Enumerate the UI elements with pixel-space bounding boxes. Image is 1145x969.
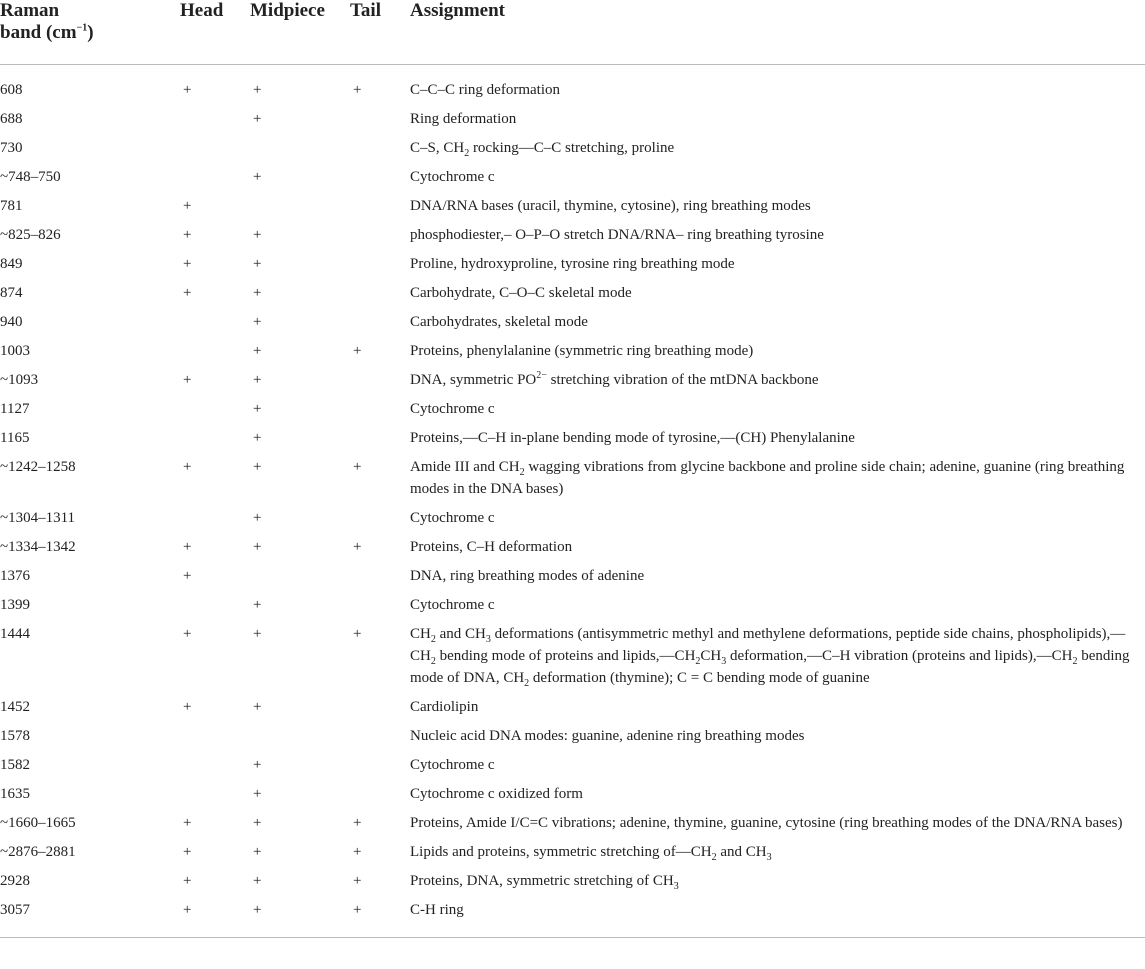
- table-row: [0, 337, 1145, 366]
- cell-assignment: Cytochrome c: [410, 169, 495, 185]
- table-row: [0, 751, 1145, 780]
- cell-assignment: [410, 838, 1145, 867]
- cell-midpiece: +: [253, 430, 262, 446]
- assignment-segment: 3: [721, 656, 727, 667]
- cell-tail: [350, 192, 410, 221]
- cell-raman-band: 688: [0, 111, 23, 127]
- cell-head: +: [183, 372, 192, 388]
- cell-tail: +: [353, 626, 362, 642]
- cell-raman-band: 874: [0, 285, 23, 301]
- table-row: [0, 453, 1145, 504]
- assignment-segment: 2: [711, 852, 717, 863]
- table-row: [0, 163, 1145, 192]
- cell-raman-band: 1578: [0, 728, 30, 744]
- cell-tail: [350, 424, 410, 453]
- assignment-segment: deformations (antisymmetric methyl and methylene deformations, peptide side chains, phospholipids),—CH: [410, 626, 1126, 664]
- cell-head: +: [183, 539, 192, 555]
- header-band-unit-text: band (cm: [0, 22, 77, 43]
- cell-raman-band: 1127: [0, 401, 30, 417]
- cell-raman-band: 1376: [0, 568, 30, 584]
- cell-assignment: [410, 134, 1145, 163]
- cell-midpiece: [250, 722, 350, 751]
- cell-midpiece: +: [253, 510, 262, 526]
- cell-tail: [350, 221, 410, 250]
- cell-midpiece: +: [253, 256, 262, 272]
- cell-assignment: Proteins, phenylalanine (symmetric ring breathing mode): [410, 343, 754, 359]
- assignment-segment: and CH: [716, 844, 767, 860]
- assignment-segment: 3: [766, 852, 772, 863]
- cell-tail: +: [353, 815, 362, 831]
- cell-raman-band: ~1242–1258: [0, 459, 76, 475]
- cell-midpiece: +: [253, 539, 262, 555]
- cell-head: [180, 337, 250, 366]
- cell-head: [180, 163, 250, 192]
- cell-midpiece: +: [253, 314, 262, 330]
- assignment-segment: C–S, CH: [410, 140, 465, 156]
- table-row: [0, 693, 1145, 722]
- cell-raman-band: 608: [0, 82, 23, 98]
- assignment-segment: Amide III and CH: [410, 459, 520, 475]
- assignment-segment: 3: [485, 634, 491, 645]
- cell-assignment: Cytochrome c: [410, 510, 495, 526]
- cell-head: +: [183, 256, 192, 272]
- cell-tail: [350, 780, 410, 809]
- cell-assignment: Cytochrome c: [410, 597, 495, 613]
- cell-tail: [350, 366, 410, 395]
- cell-head: +: [183, 198, 192, 214]
- cell-assignment: Proteins,—C–H in-plane bending mode of tyrosine,—(CH) Phenylalanine: [410, 430, 855, 446]
- cell-raman-band: 1582: [0, 757, 30, 773]
- cell-midpiece: [250, 134, 350, 163]
- cell-midpiece: +: [253, 111, 262, 127]
- cell-midpiece: +: [253, 343, 262, 359]
- cell-assignment: [410, 867, 1145, 896]
- header-band-unit-close: ): [87, 22, 94, 43]
- cell-assignment: Cytochrome c: [410, 401, 495, 417]
- assignment-segment: stretching vibration of the mtDNA backbone: [546, 372, 819, 388]
- cell-tail: [350, 250, 410, 279]
- cell-midpiece: +: [253, 815, 262, 831]
- cell-tail: [350, 591, 410, 620]
- cell-head: +: [183, 459, 192, 475]
- cell-assignment: Carbohydrate, C–O–C skeletal mode: [410, 285, 632, 301]
- cell-midpiece: +: [250, 896, 350, 938]
- cell-assignment: C-H ring: [410, 896, 1145, 938]
- cell-raman-band: 1399: [0, 597, 30, 613]
- header-raman-band: [0, 0, 180, 65]
- cell-assignment: phosphodiester,– O–P–O stretch DNA/RNA– ring breathing tyrosine: [410, 227, 824, 243]
- cell-raman-band: 1444: [0, 626, 30, 642]
- cell-tail: +: [353, 459, 362, 475]
- assignment-segment: 2: [1072, 656, 1078, 667]
- cell-head: +: [183, 568, 192, 584]
- cell-midpiece: +: [253, 844, 262, 860]
- assignment-segment: 2: [524, 678, 530, 689]
- cell-head: [180, 591, 250, 620]
- cell-midpiece: +: [253, 82, 262, 98]
- cell-tail: [350, 751, 410, 780]
- cell-tail: +: [353, 873, 362, 889]
- cell-midpiece: +: [253, 285, 262, 301]
- table-row: [0, 424, 1145, 453]
- cell-raman-band: 781: [0, 198, 23, 214]
- table-row: [0, 366, 1145, 395]
- cell-midpiece: +: [253, 372, 262, 388]
- cell-head: [180, 308, 250, 337]
- cell-tail: [350, 105, 410, 134]
- cell-raman-band: 1003: [0, 343, 30, 359]
- table-row: [0, 838, 1145, 867]
- table-row: [0, 65, 1145, 106]
- header-assignment: Assignment: [410, 0, 1145, 65]
- cell-tail: [350, 504, 410, 533]
- cell-assignment: Proteins, C–H deformation: [410, 539, 573, 555]
- cell-midpiece: +: [253, 626, 262, 642]
- cell-midpiece: +: [253, 873, 262, 889]
- table-row: [0, 221, 1145, 250]
- cell-head: +: [183, 844, 192, 860]
- cell-head: +: [183, 285, 192, 301]
- cell-assignment: [410, 620, 1145, 693]
- assignment-segment: CH: [410, 626, 431, 642]
- cell-head: +: [183, 699, 192, 715]
- cell-raman-band: 940: [0, 314, 23, 330]
- assignment-segment: 3: [673, 881, 679, 892]
- cell-midpiece: [250, 192, 350, 221]
- assignment-segment: Proteins, DNA, symmetric stretching of CH: [410, 873, 674, 889]
- table-row: [0, 620, 1145, 693]
- cell-raman-band: ~2876–2881: [0, 844, 76, 860]
- header-midpiece: Midpiece: [250, 0, 350, 65]
- cell-tail: [350, 308, 410, 337]
- assignment-segment: 2: [519, 467, 525, 478]
- cell-raman-band: 3057: [0, 896, 180, 938]
- cell-assignment: Cytochrome c: [410, 757, 495, 773]
- table-body: [0, 65, 1145, 938]
- cell-tail: +: [353, 844, 362, 860]
- table-row: [0, 250, 1145, 279]
- table-header: [0, 0, 1145, 65]
- cell-midpiece: +: [253, 597, 262, 613]
- cell-head: [180, 134, 250, 163]
- cell-raman-band: ~825–826: [0, 227, 61, 243]
- table-row: [0, 279, 1145, 308]
- cell-assignment: Cytochrome c oxidized form: [410, 786, 583, 802]
- assignment-segment: 2: [695, 656, 701, 667]
- assignment-segment: 2: [430, 634, 436, 645]
- cell-head: +: [183, 873, 192, 889]
- cell-raman-band: 2928: [0, 873, 30, 889]
- table-row: [0, 562, 1145, 591]
- table-row: [0, 780, 1145, 809]
- cell-tail: +: [350, 896, 410, 938]
- cell-tail: [350, 163, 410, 192]
- cell-assignment: Proteins, Amide I/C=C vibrations; adenine, thymine, guanine, cytosine (ring breathing modes of the DNA/RNA bases): [410, 815, 1123, 831]
- cell-midpiece: +: [253, 786, 262, 802]
- header-band-unit-sup: −1: [76, 22, 88, 34]
- cell-head: +: [183, 815, 192, 831]
- assignment-segment: wagging vibrations from glycine backbone and proline side chain; adenine, guanine (ring breathing modes in the DNA bases): [410, 459, 1125, 497]
- cell-head: +: [180, 896, 250, 938]
- cell-raman-band: 730: [0, 140, 23, 156]
- cell-raman-band: 1165: [0, 430, 30, 446]
- table-row: [0, 105, 1145, 134]
- cell-assignment: Proline, hydroxyproline, tyrosine ring breathing mode: [410, 256, 735, 272]
- cell-tail: +: [353, 539, 362, 555]
- header-raman-band-line1: Raman: [0, 0, 60, 21]
- cell-head: [180, 105, 250, 134]
- cell-head: [180, 722, 250, 751]
- assignment-segment: rocking—C–C stretching, proline: [469, 140, 675, 156]
- cell-tail: +: [353, 82, 362, 98]
- cell-assignment: Nucleic acid DNA modes: guanine, adenine ring breathing modes: [410, 728, 805, 744]
- table-row: [0, 591, 1145, 620]
- cell-assignment: Carbohydrates, skeletal mode: [410, 314, 588, 330]
- table-row: [0, 395, 1145, 424]
- cell-midpiece: +: [253, 757, 262, 773]
- cell-midpiece: +: [253, 227, 262, 243]
- table-row: [0, 504, 1145, 533]
- cell-assignment: Cardiolipin: [410, 699, 479, 715]
- assignment-segment: DNA, symmetric PO: [410, 372, 537, 388]
- cell-tail: [350, 134, 410, 163]
- cell-assignment: C–C–C ring deformation: [410, 82, 560, 98]
- cell-head: [180, 395, 250, 424]
- cell-head: [180, 751, 250, 780]
- cell-midpiece: +: [253, 401, 262, 417]
- assignment-segment: deformation (thymine); C = C bending mode of guanine: [529, 670, 870, 686]
- cell-raman-band: ~1093: [0, 372, 39, 388]
- table-row: [0, 533, 1145, 562]
- table-row: [0, 896, 1145, 938]
- header-head: Head: [180, 0, 250, 65]
- assignment-segment: bending mode of proteins and lipids,—CH: [435, 648, 696, 664]
- cell-midpiece: +: [253, 699, 262, 715]
- cell-assignment: DNA/RNA bases (uracil, thymine, cytosine), ring breathing modes: [410, 198, 811, 214]
- assignment-segment: 2: [430, 656, 436, 667]
- cell-raman-band: ~1334–1342: [0, 539, 76, 555]
- cell-raman-band: ~748–750: [0, 169, 61, 185]
- assignment-segment: Lipids and proteins, symmetric stretching of—CH: [410, 844, 712, 860]
- cell-assignment: DNA, ring breathing modes of adenine: [410, 568, 645, 584]
- table-row: [0, 867, 1145, 896]
- cell-head: [180, 780, 250, 809]
- header-row: [0, 0, 1145, 65]
- cell-head: +: [183, 82, 192, 98]
- cell-tail: [350, 562, 410, 591]
- cell-head: [180, 504, 250, 533]
- table-row: [0, 308, 1145, 337]
- cell-tail: [350, 722, 410, 751]
- cell-assignment: [410, 366, 1145, 395]
- table-row: [0, 722, 1145, 751]
- cell-head: [180, 424, 250, 453]
- cell-raman-band: 1452: [0, 699, 30, 715]
- header-raman-band-line2: [0, 22, 94, 43]
- cell-head: +: [183, 227, 192, 243]
- table-row: [0, 134, 1145, 163]
- cell-raman-band: 849: [0, 256, 23, 272]
- assignment-segment: 2: [464, 148, 470, 159]
- cell-assignment: [410, 453, 1145, 504]
- cell-midpiece: +: [253, 459, 262, 475]
- cell-midpiece: +: [253, 169, 262, 185]
- table-row: [0, 809, 1145, 838]
- cell-raman-band: ~1304–1311: [0, 510, 76, 526]
- cell-tail: +: [353, 343, 362, 359]
- assignment-segment: deformation,—C–H vibration (proteins and lipids),—CH: [726, 648, 1073, 664]
- assignment-segment: and CH: [435, 626, 486, 642]
- cell-head: +: [183, 626, 192, 642]
- cell-tail: [350, 279, 410, 308]
- cell-assignment: Ring deformation: [410, 111, 517, 127]
- cell-raman-band: ~1660–1665: [0, 815, 76, 831]
- table-row: [0, 192, 1145, 221]
- cell-midpiece: [250, 562, 350, 591]
- assignment-segment: CH: [700, 648, 722, 664]
- cell-tail: [350, 395, 410, 424]
- cell-raman-band: 1635: [0, 786, 30, 802]
- assignment-segment: 2−: [536, 370, 547, 381]
- assignment-segment: bending mode of DNA, CH: [410, 648, 1130, 686]
- header-tail: Tail: [350, 0, 410, 65]
- cell-tail: [350, 693, 410, 722]
